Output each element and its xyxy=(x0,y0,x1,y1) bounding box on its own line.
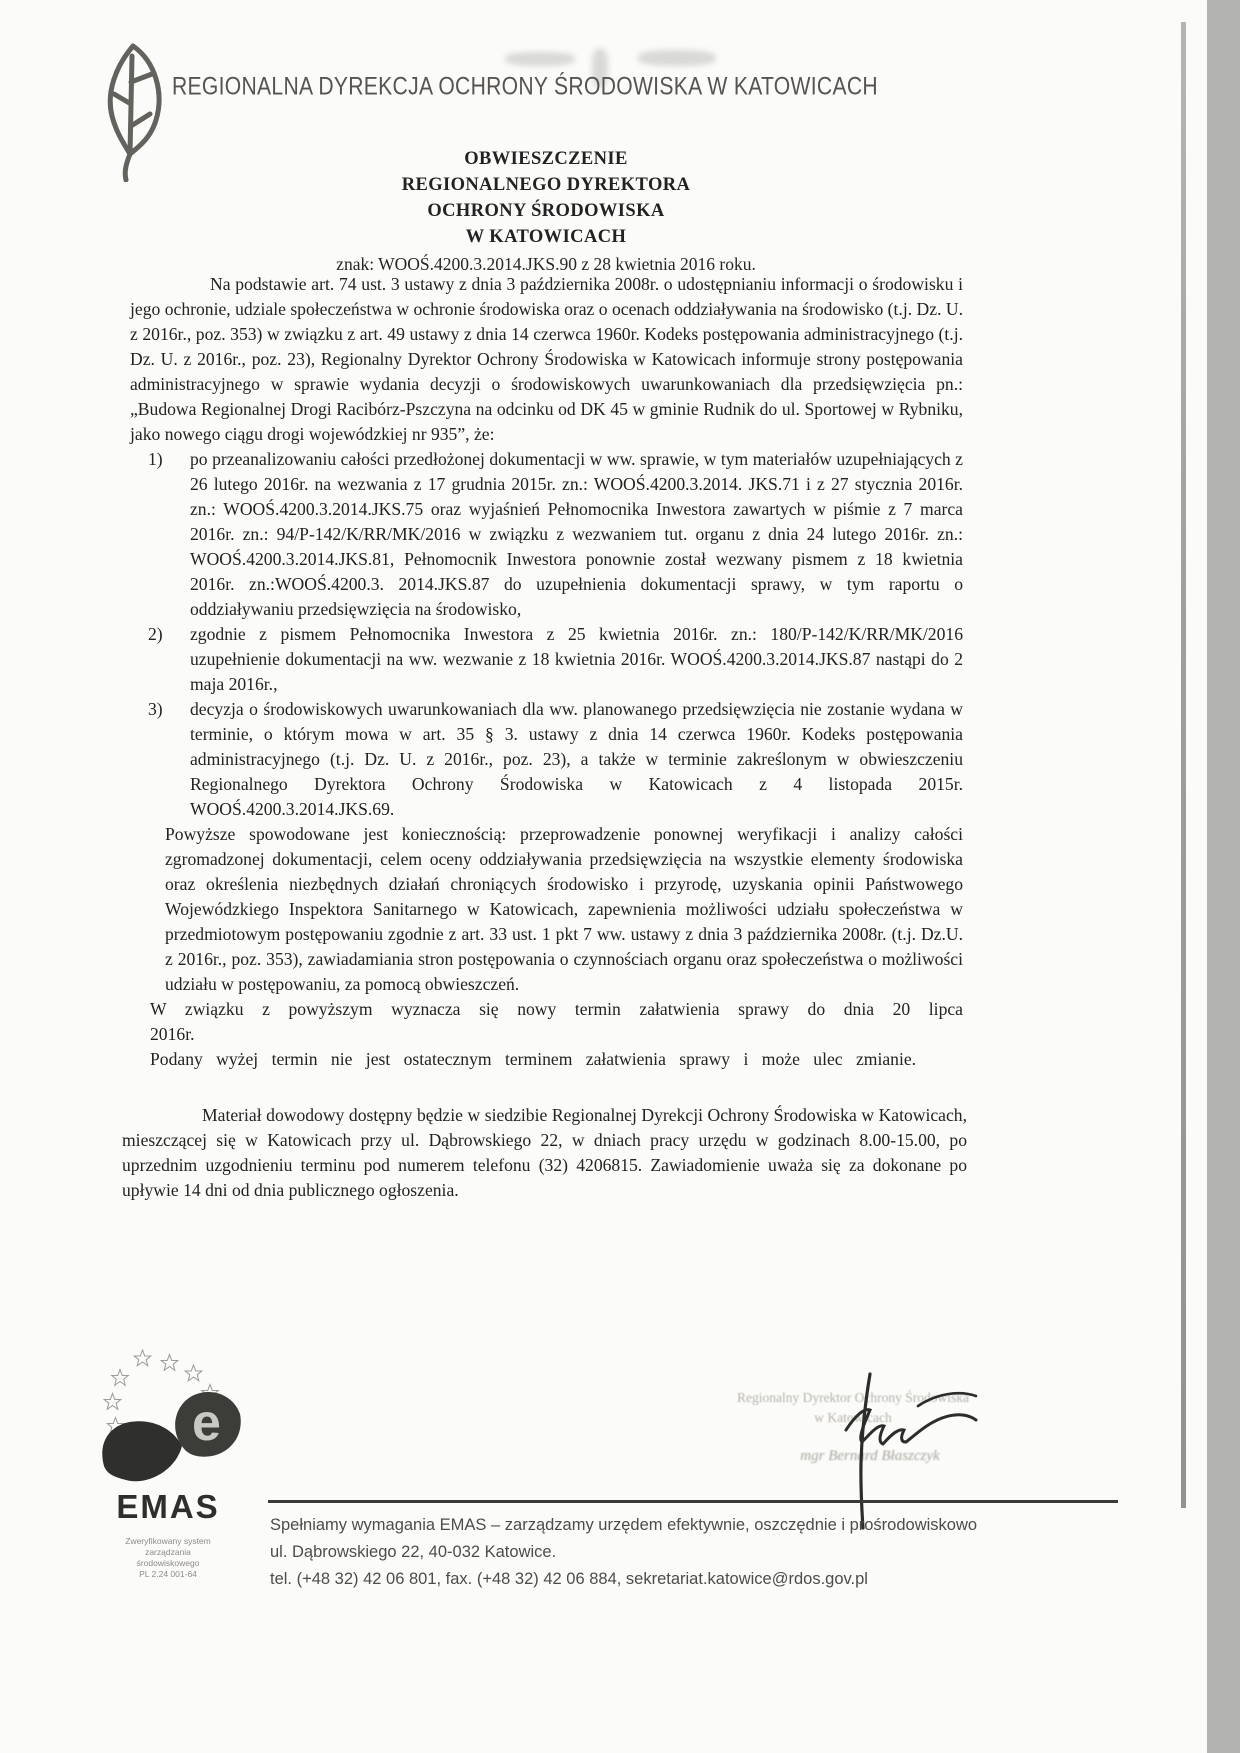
emas-certification-note xyxy=(96,1536,240,1580)
list-item xyxy=(130,697,963,822)
organization-name: REGIONALNA DYREKCJA OCHRONY ŚRODOWISKA W KATOWICACH xyxy=(172,72,878,100)
list-item-number: 1) xyxy=(148,449,163,469)
list-item-text: zgodnie z pismem Pełnomocnika Inwestora z 25 kwietnia 2016r. zn.: 180/P-142/K/RR/MK/2016 uzupełnienie dokumentacji na ww. wezwanie z 18 kwietnia 2016r. WOOŚ.4200.3.2014.JKS.87 nastąpi do 2 maja 2016r., xyxy=(190,624,963,694)
emas-logo-icon xyxy=(96,1338,246,1493)
paragraph-explanation: Powyższe spowodowane jest koniecznością: przeprowadzenie ponownej weryfikacji i analizy całości zgromadzonej dokumentacji, celem oceny oddziaływania przedsięwzięcia na wszystkie elementy środowiska oraz określenia niezbędnych działań chroniących środowisko i przyrodę, uzyskania opinii Państwowego Wojewódzkiego Inspektora Sanitarnego w Katowicach, zapewnienia możliwości udziału społeczeństwa w przedmiotowym postępowaniu zgodnie z art. 33 ust. 1 pkt 7 ww. ustawy z dnia 3 października 2008r. (t.j. Dz.U. z 2016r., poz. 353), zawiadamiania stron postępowania o czynnościach organu oraz społeczeństwa o możliwości udziału w postępowaniu, za pomocą obwieszczeń. xyxy=(165,824,963,994)
signer-name: mgr Bernard Błaszczyk xyxy=(800,1448,940,1464)
document-body xyxy=(122,272,967,1203)
list-item-text: decyzja o środowiskowych uwarunkowaniach dla ww. planowanego przedsięwzięcia nie zostanie wydana w terminie, o którym mowa w art. 35 § 3. ustawy z dnia 14 czerwca 1960r. Kodeks postępowania administracyjnego (t.j. Dz. U. z 2016r., poz. 23), a także w terminie zakreślonym w obwieszczeniu Regionalnego Dyrektora Ochrony Środowiska w Katowicach z 4 listopada 2015r. WOOŚ.4200.3.2014.JKS.69. xyxy=(190,699,963,819)
title-line: REGIONALNEGO DYREKTORA xyxy=(401,175,691,195)
list-item xyxy=(130,622,963,697)
list-item-text: po przeanalizowaniu całości przedłożonej dokumentacji w ww. sprawie, w tym materiałów uzupełniających z 26 lutego 2016r. na wezwania z 17 grudnia 2015r. zn.: WOOŚ.4200.3.2014. JKS.71 i z 27 stycznia 2016r. zn.: WOOŚ.4200.3.2014.JKS.75 oraz wyjaśnień Pełnomocnika Inwestora zawartych w piśmie z 7 marca 2016r. zn.: 94/P-142/K/RR/MK/2016 w związku z wezwaniem tut. organu z dnia 24 lutego 2016r. zn.: WOOŚ.4200.3.2014.JKS.81, Pełnomocnik Inwestora ponownie został wezwany pismem z 18 kwietnia 2016r. zn.:WOOŚ.4200.3. 2014.JKS.87 do uzupełnienia dokumentacji sprawy, w tym raportu o oddziaływaniu przedsięwzięcia na środowisko, xyxy=(190,449,963,619)
list-item-number: 2) xyxy=(148,624,163,644)
footer-divider xyxy=(268,1500,1118,1503)
footer-contact-block xyxy=(270,1512,1130,1593)
list-item-number: 3) xyxy=(148,699,163,719)
stamp-line: w Katowicach xyxy=(814,1410,892,1425)
emas-note-line: środowiskowego xyxy=(136,1558,200,1568)
document-title-block xyxy=(130,146,962,277)
title-line: OCHRONY ŚRODOWISKA xyxy=(427,201,665,221)
emas-note-line: zarządzania xyxy=(145,1547,191,1557)
emas-label: EMAS xyxy=(116,1488,220,1525)
paragraph-deadline-note: Podany wyżej termin nie jest ostatecznym terminem załatwienia sprawy i może ulec zmianie. xyxy=(150,1049,917,1069)
title-line: W KATOWICACH xyxy=(465,227,627,247)
emas-note-line: PL 2.24 001-64 xyxy=(139,1569,197,1579)
case-reference: znak: WOOŚ.4200.3.2014.JKS.90 z 28 kwietnia 2016 roku. xyxy=(336,254,756,274)
emas-note-line: Zweryfikowany system xyxy=(125,1536,211,1546)
footer-emas-statement: Spełniamy wymagania EMAS – zarządzamy urzędem efektywnie, oszczędnie i prośrodowiskowo xyxy=(270,1516,978,1534)
paragraph-new-deadline: W związku z powyższym wyznacza się nowy termin załatwienia sprawy do dnia 20 lipca 2016r. xyxy=(150,999,963,1044)
scan-smudge xyxy=(505,52,575,66)
svg-text:e: e xyxy=(192,1394,221,1452)
scan-artifact-line xyxy=(1181,22,1186,1508)
intro-paragraph: Na podstawie art. 74 ust. 3 ustawy z dnia 3 października 2008r. o udostępnianiu informacji o środowisku i jego ochronie, udziale społeczeństwa w ochronie środowiska oraz o ocenach oddziaływania na środowisko (t.j. Dz. U. z 2016r., poz. 353) w związku z art. 49 ustawy z dnia 14 czerwca 1960r. Kodeks postępowania administracyjnego (t.j. Dz. U. z 2016r., poz. 23), Regionalny Dyrektor Ochrony Środowiska w Katowicach informuje strony postępowania administracyjnego w sprawie wydania decyzji o środowiskowych uwarunkowaniach dla przedsięwzięcia pn.: „Budowa Regionalnej Drogi Racibórz-Pszczyna na odcinku od DK 45 w gminie Rudnik do ul. Sportowej w Rybniku, jako nowego ciągu drogi wojewódzkiej nr 935”, że: xyxy=(130,274,963,444)
footer-address: ul. Dąbrowskiego 22, 40-032 Katowice. xyxy=(270,1543,557,1561)
title-line: OBWIESZCZENIE xyxy=(464,149,628,169)
scan-edge-strip xyxy=(1207,0,1240,1753)
paragraph-evidence-access: Materiał dowodowy dostępny będzie w siedzibie Regionalnej Dyrekcji Ochrony Środowiska w Katowicach, mieszczącej się w Katowicach przy ul. Dąbrowskiego 22, w dniach pracy urzędu w godzinach 8.00-15.00, po uprzednim uzgodnieniu terminu pod numerem telefonu (32) 4206815. Zawiadomienie uważa się za dokonane po upływie 14 dni od dnia publicznego ogłoszenia. xyxy=(122,1105,967,1200)
footer-phone-email: tel. (+48 32) 42 06 801, fax. (+48 32) 42 06 884, sekretariat.katowice@rdos.gov.pl xyxy=(270,1570,868,1588)
list-item xyxy=(130,447,963,622)
scan-smudge xyxy=(638,50,716,66)
stamp-line: Regionalny Dyrektor Ochrony Środowiska xyxy=(736,1390,970,1405)
